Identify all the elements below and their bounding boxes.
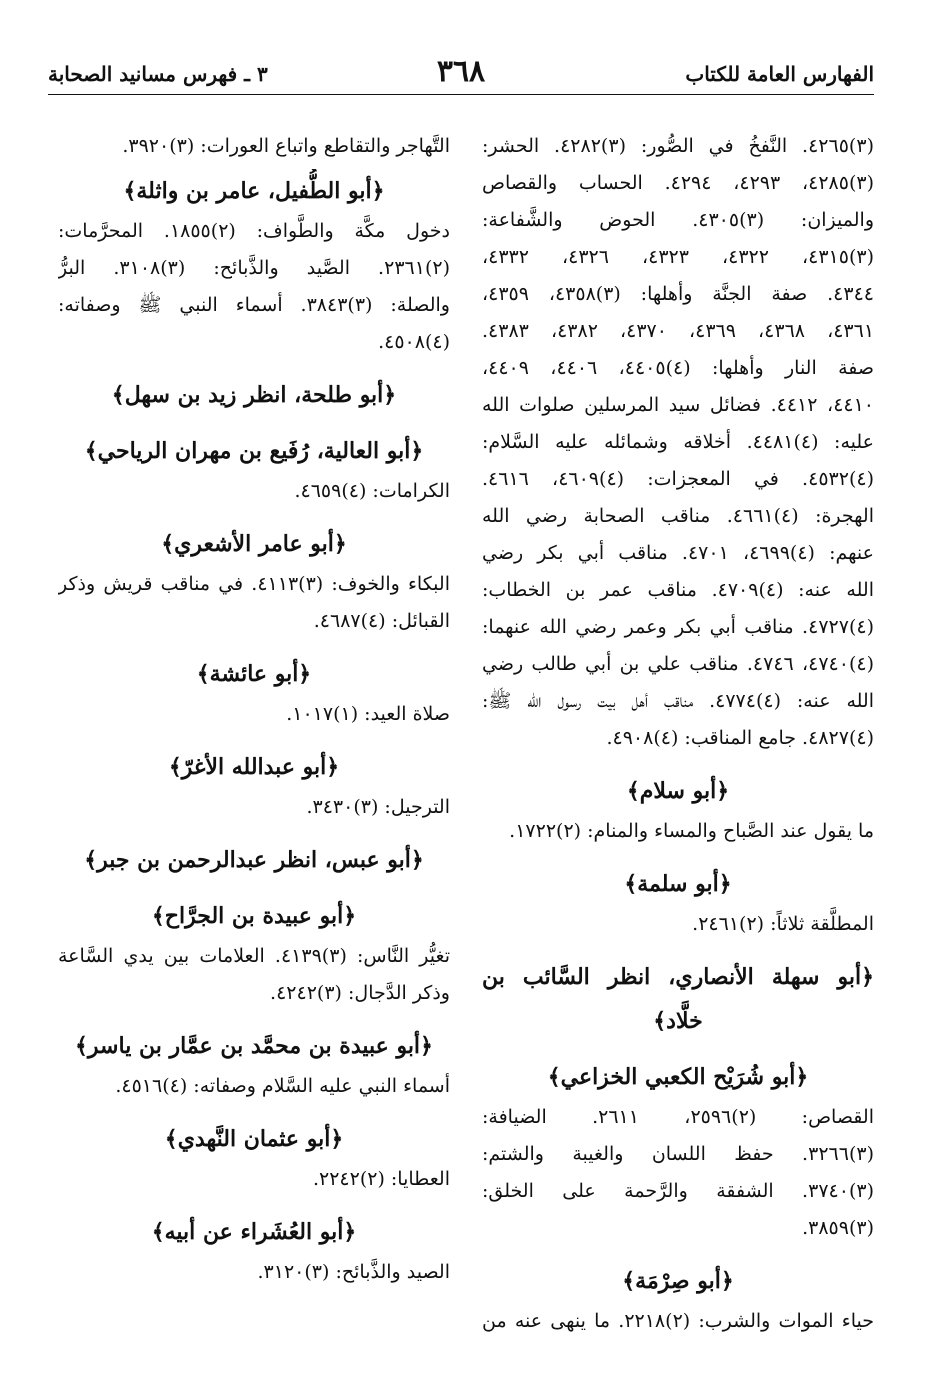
companion-heading: ﴿أبو عبيدة بن الجرَّاح﴾ [151, 903, 357, 929]
index-entry-line: صلاة العيد: (١)١٠١٧. [286, 703, 450, 725]
page-header [48, 54, 874, 95]
index-entry-line: القصاص: (٢)٢٥٩٦، ٢٦١١. الضيافة: [482, 1106, 874, 1128]
index-entry-line: (٣)٤٢٦٥. النَّفخُ في الصُّور: (٣)٤٢٨٢. الحشر: [482, 135, 874, 157]
index-entry-line: وذكر الدَّجال: (٣)٤٢٤٢. [270, 982, 450, 1004]
companion-heading: ﴿أبو العُشَراء عن أبيه﴾ [151, 1219, 357, 1245]
index-entry-line: (٤)٤٧٤٠، ٤٧٤٦. مناقب علي بن أبي طالب رضي [482, 653, 874, 675]
index-entry-line: تغيُّر النَّاس: (٣)٤١٣٩. العلامات بين يدي السَّاعة [58, 945, 450, 967]
companion-heading: ﴿أبو سلمة﴾ [624, 871, 732, 897]
page-number: ٣٦٨ [436, 54, 486, 89]
index-entry-line: أسماء النبي عليه السَّلام وصفاته: (٤)٤٥١٦. [115, 1075, 450, 1097]
index-entry-line: (٣)٤٢٨٥، ٤٢٩٣، ٤٢٩٤. الحساب والقصاص [482, 172, 874, 194]
companion-heading: ﴿أبو عثمان النَّهدي﴾ [164, 1126, 344, 1152]
index-entry-line: (٤)٤٥٣٢. في المعجزات: (٤)٤٦٠٩، ٤٦١٦. [482, 468, 874, 490]
companion-heading: ﴿أبو طلحة، انظر زيد بن سهل﴾ [111, 382, 397, 408]
companion-heading: ﴿أبو العالية، رُفَيع بن مهران الرياحي﴾ [84, 438, 424, 464]
index-entry-line: ٤٤١٠، ٤٤١٢. فضائل سيد المرسلين صلوات الله [482, 394, 874, 416]
index-entry-line: الله عنه: (٤)٤٧٧٤. مناقب أهل بيت رسول الله ﷺ: [482, 690, 874, 712]
index-entry-line: العطايا: (٢)٢٢٤٢. [312, 1168, 450, 1190]
index-entry-line: (٤)٤٥٠٨. [378, 331, 450, 353]
companion-heading: ﴿أبو عبس، انظر عبدالرحمن بن جبر﴾ [84, 847, 424, 873]
index-entry-line: دخول مكَّة والطَّواف: (٢)١٨٥٥. المحرَّمات: [58, 220, 450, 242]
index-entry-line: ٤٣٤٤. صفة الجنَّة وأهلها: (٣)٤٣٥٨، ٤٣٥٩، [482, 283, 874, 305]
companion-heading: ﴿أبو الطُّفيل، عامر بن واثلة﴾ [123, 178, 385, 204]
index-entry-line: البكاء والخوف: (٣)٤١١٣. في مناقب قريش وذكر [58, 573, 450, 595]
right-column [482, 128, 874, 1340]
index-entry-line: التَّهاجر والتقاطع واتباع العورات: (٣)٣٩٢٠. [122, 135, 450, 157]
index-entry-line: المطلَّقة ثلاثاً: (٢)٢٤٦١. [692, 913, 874, 935]
index-entry-line: الله عنه: (٤)٤٧٠٩. مناقب عمر بن الخطاب: [482, 579, 874, 601]
companion-heading: خلَّاد﴾ [653, 1008, 703, 1034]
index-entry-line: (٢)٢٣٦١. الصَّيد والذَّبائح: (٣)٣١٠٨. البرُّ [58, 257, 450, 279]
section-title: ٣ ـ فهرس مسانيد الصحابة [48, 62, 268, 86]
companion-heading: ﴿أبو سهلة الأنصاري، انظر السَّائب بن [482, 964, 874, 990]
index-entry-line: والصلة: (٣)٣٨٤٣. أسماء النبي ﷺ وصفاته: [58, 294, 450, 316]
companion-heading: ﴿أبو عائشة﴾ [196, 661, 312, 687]
index-entry-line: الهجرة: (٤)٤٦٦١. مناقب الصحابة رضي الله [482, 505, 874, 527]
left-column [58, 128, 450, 1291]
index-entry-line: الكرامات: (٤)٤٦٥٩. [294, 480, 450, 502]
running-title: الفهارس العامة للكتاب [685, 62, 874, 86]
index-entry-line: الترجيل: (٣)٣٤٣٠. [306, 796, 450, 818]
index-entry-line: حياء الموات والشرب: (٢)٢٢١٨. ما ينهى عنه من [482, 1310, 874, 1332]
companion-heading: ﴿أبو سلام﴾ [626, 778, 730, 804]
index-entry-line: (٤)٤٧٢٧. مناقب أبي بكر وعمر رضي الله عنهما: [482, 616, 874, 638]
index-entry-line: (٤)٤٨٢٧. جامع المناقب: (٤)٤٩٠٨. [606, 727, 874, 749]
index-entry-line: (٣)٣٧٤٠. الشفقة والرَّحمة على الخلق: [482, 1180, 874, 1202]
index-entry-line: ما يقول عند الصَّباح والمساء والمنام: (٢)١٧٢٢. [509, 820, 874, 842]
index-entry-line: الصيد والذَّبائح: (٣)٣١٢٠. [257, 1261, 450, 1283]
index-entry-line: (٣)٣٢٦٦. حفظ اللسان والغيبة والشتم: [482, 1143, 874, 1165]
index-entry-line: (٣)٤٣١٥، ٤٣٢٢، ٤٣٢٣، ٤٣٢٦، ٤٣٣٢، [482, 246, 874, 268]
index-entry-line: عليه: (٤)٤٤٨١. أخلاقه وشمائله عليه السَّلام: [482, 431, 874, 453]
index-entry-line: القبائل: (٤)٤٦٨٧. [313, 610, 450, 632]
index-entry-line: صفة النار وأهلها: (٤)٤٤٠٥، ٤٤٠٦، ٤٤٠٩، [482, 357, 874, 379]
index-entry-line: (٣)٣٨٥٩. [802, 1217, 874, 1239]
index-entry-line: عنهم: (٤)٤٦٩٩، ٤٧٠١. مناقب أبي بكر رضي [482, 542, 874, 564]
companion-heading: ﴿أبو صِرْمَة﴾ [622, 1268, 734, 1294]
companion-heading: ﴿أبو شُرَيْح الكعبي الخزاعي﴾ [547, 1064, 809, 1090]
index-entry-line: ٤٣٦١، ٤٣٦٨، ٤٣٦٩، ٤٣٧٠، ٤٣٨٢، ٤٣٨٣. [482, 320, 874, 342]
companion-heading: ﴿أبو عبيدة بن محمَّد بن عمَّار بن ياسر﴾ [75, 1033, 433, 1059]
companion-heading: ﴿أبو عامر الأشعري﴾ [161, 531, 347, 557]
companion-heading: ﴿أبو عبدالله الأغرّ﴾ [168, 754, 340, 780]
index-entry-line: والميزان: (٣)٤٣٠٥. الحوض والشَّفاعة: [482, 209, 874, 231]
